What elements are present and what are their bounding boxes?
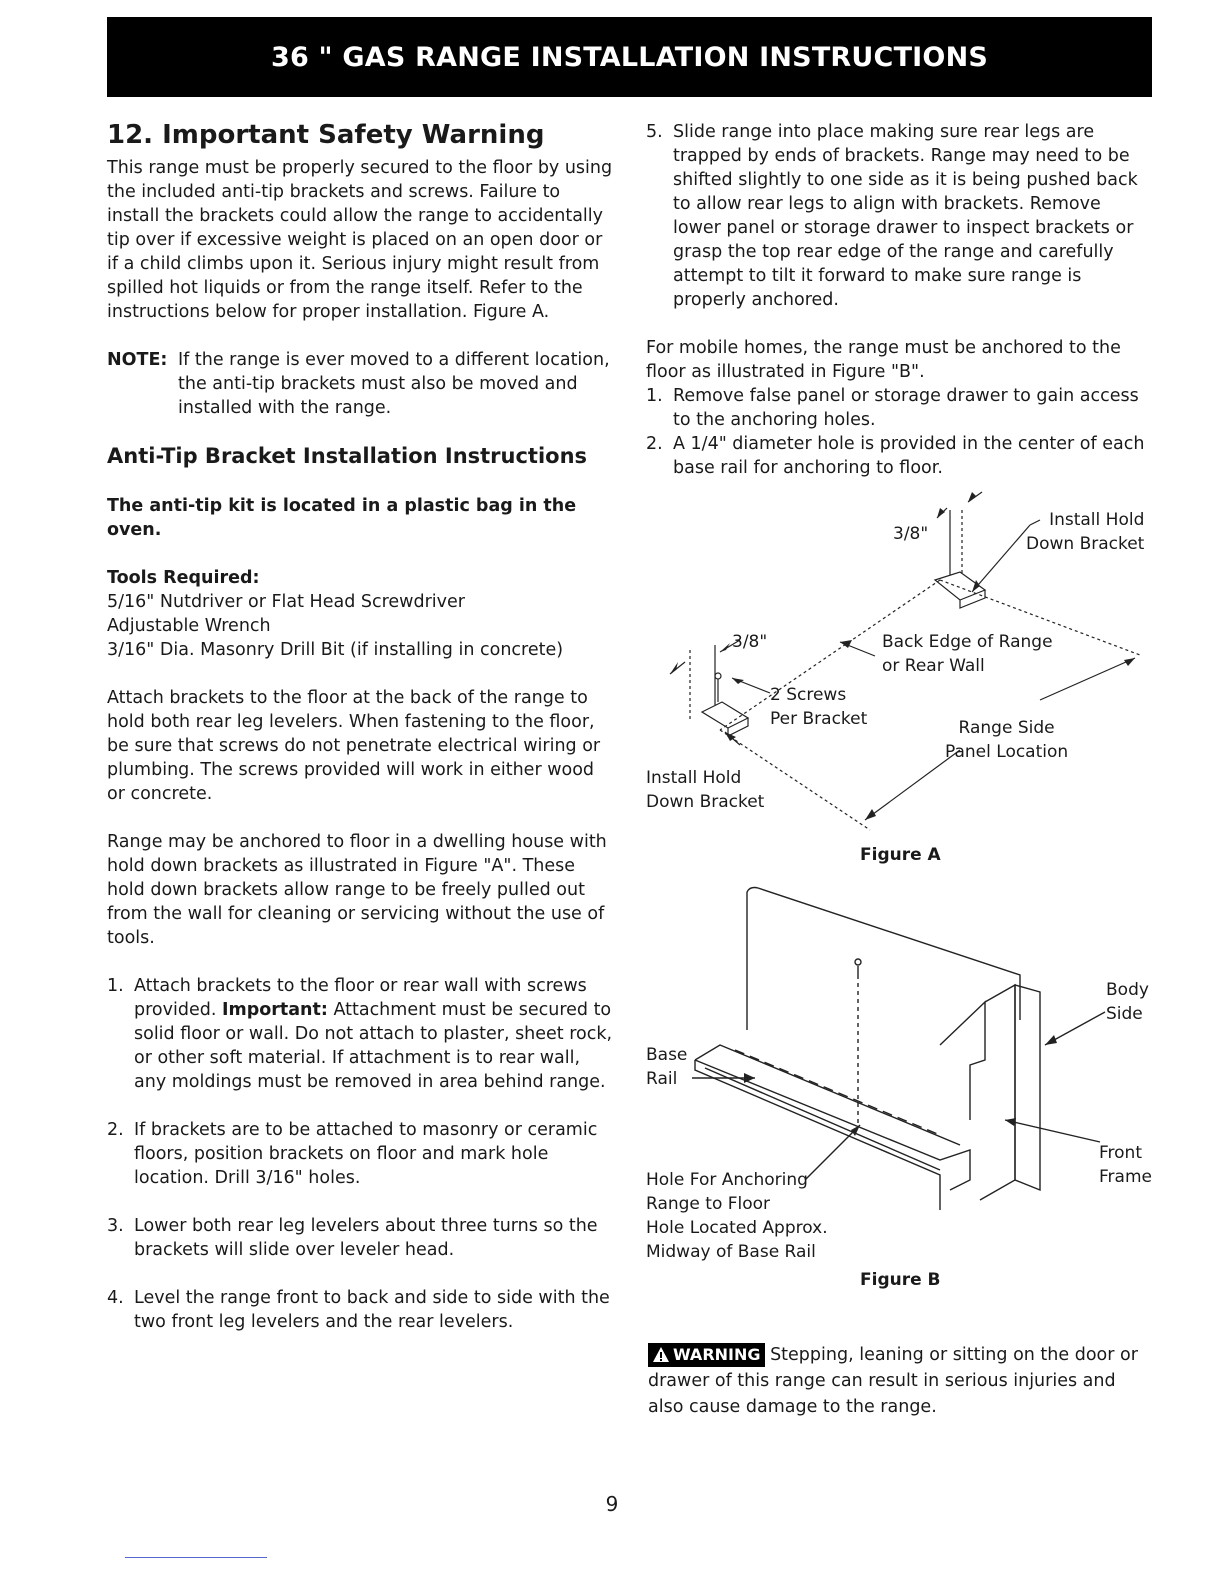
note-text: If the range is ever moved to a different location, the anti-tip brackets must also be moved and installed with the range.: [178, 350, 610, 418]
fig-a-dim-left: 3/8": [732, 632, 768, 652]
step-5: [646, 120, 1154, 312]
kit-location: The anti-tip kit is located in a plastic bag in the oven.: [107, 496, 577, 540]
list-item: 4. Level the range front to back and side to side with the two front leg levelers and the rear levelers.: [107, 1288, 610, 1332]
warning-text: Stepping, leaning or sitting on the door or drawer of this range can result in serious injuries and also cause damage to the range.: [648, 1345, 1138, 1417]
left-column: [107, 118, 617, 1334]
tool-item: 3/16" Dia. Masonry Drill Bit (if installing in concrete): [107, 640, 564, 660]
fig-b-body-side: Body Side: [1106, 980, 1149, 1024]
tool-item: 5/16" Nutdriver or Flat Head Screwdriver: [107, 592, 465, 612]
warning-badge: WARNING: [648, 1343, 765, 1367]
fig-b-base-rail: Base Rail: [646, 1045, 688, 1089]
warning-block: [648, 1342, 1154, 1420]
page-title: 36 " GAS RANGE INSTALLATION INSTRUCTIONS: [270, 41, 989, 73]
list-item: 3. Lower both rear leg levelers about three turns so the brackets will slide over leveler head.: [107, 1216, 598, 1260]
section-title: 12. Important Safety Warning: [107, 120, 545, 150]
note-label: NOTE:: [107, 350, 168, 370]
fig-b-hole: Hole For Anchoring Range to Floor Hole Located Approx. Midway of Base Rail: [646, 1170, 828, 1262]
page-header-banner: [107, 17, 1152, 97]
intro-paragraph: This range must be properly secured to the floor by using the included anti-tip brackets and screws. Failure to install the brackets could allow the range to accidentally tip over if excessive weight is placed on an open door or if a child climbs upon it. Serious injury might result from spilled hot liquids or from the range itself. Refer to the instructions below for proper installation. Figure A.: [107, 158, 613, 322]
list-item: 2. If brackets are to be attached to masonry or ceramic floors, position brackets on floor and mark hole location. Drill 3/16" holes.: [107, 1120, 598, 1188]
right-column: [646, 120, 1154, 480]
mobile-intro: For mobile homes, the range must be anchored to the floor as illustrated in Figure "B".: [646, 338, 1121, 382]
subheading: Anti-Tip Bracket Installation Instructions: [107, 444, 588, 468]
anchor-paragraph: Range may be anchored to floor in a dwelling house with hold down brackets as illustrated in Figure "A". These hold down brackets allow range to be freely pulled out from the wall for cleaning or servicing without the use of tools.: [107, 832, 607, 948]
fig-a-dim-top: 3/8": [893, 524, 929, 544]
footer-line: [125, 1557, 267, 1558]
page-number: 9: [605, 1492, 619, 1516]
figure-a-caption: Figure A: [860, 845, 941, 865]
fig-a-screws: 2 Screws Per Bracket: [770, 685, 868, 729]
note: [107, 348, 617, 420]
fig-a-range-side: Range Side Panel Location: [945, 718, 1069, 762]
attach-paragraph: Attach brackets to the floor at the back of the range to hold both rear leg levelers. When fastening to the floor, be sure that screws do not penetrate electrical wiring or plumbing. The screws provided will work in either wood or concrete.: [107, 688, 601, 804]
list-item: 2. A 1/4" diameter hole is provided in the center of each base rail for anchoring to floor.: [646, 434, 1145, 478]
list-item: 1. Remove false panel or storage drawer to gain access to the anchoring holes.: [646, 386, 1139, 430]
steps-list: [107, 974, 617, 1334]
figure-b-caption: Figure B: [860, 1270, 941, 1290]
fig-a-install-left: Install Hold Down Bracket: [646, 768, 765, 812]
mobile-steps: [646, 384, 1154, 480]
list-item: 5. Slide range into place making sure rear legs are trapped by ends of brackets. Range may need to be shifted slightly to one side as it is being pushed back to allow rear legs to align with brackets. Remove lower panel or storage drawer to inspect brackets or grasp the top rear edge of the range and carefully attempt to tilt it forward to make sure range is properly anchored.: [646, 122, 1138, 310]
tools-title: Tools Required:: [107, 568, 260, 588]
fig-a-back-edge: Back Edge of Range or Rear Wall: [882, 632, 1053, 676]
warning-triangle-icon: [652, 1346, 670, 1364]
list-item: 1. Attach brackets to the floor or rear wall with screws provided. Important: Attachment must be secured to solid floor or wall. Do not attach to plaster, sheet rock, or other soft material. If attachment is to rear wall, any moldings must be removed in area behind range.: [107, 976, 613, 1092]
tool-item: Adjustable Wrench: [107, 616, 271, 636]
fig-b-front-frame: Front Frame: [1099, 1143, 1152, 1187]
fig-a-install-top: Install Hold Down Bracket: [1026, 510, 1145, 554]
